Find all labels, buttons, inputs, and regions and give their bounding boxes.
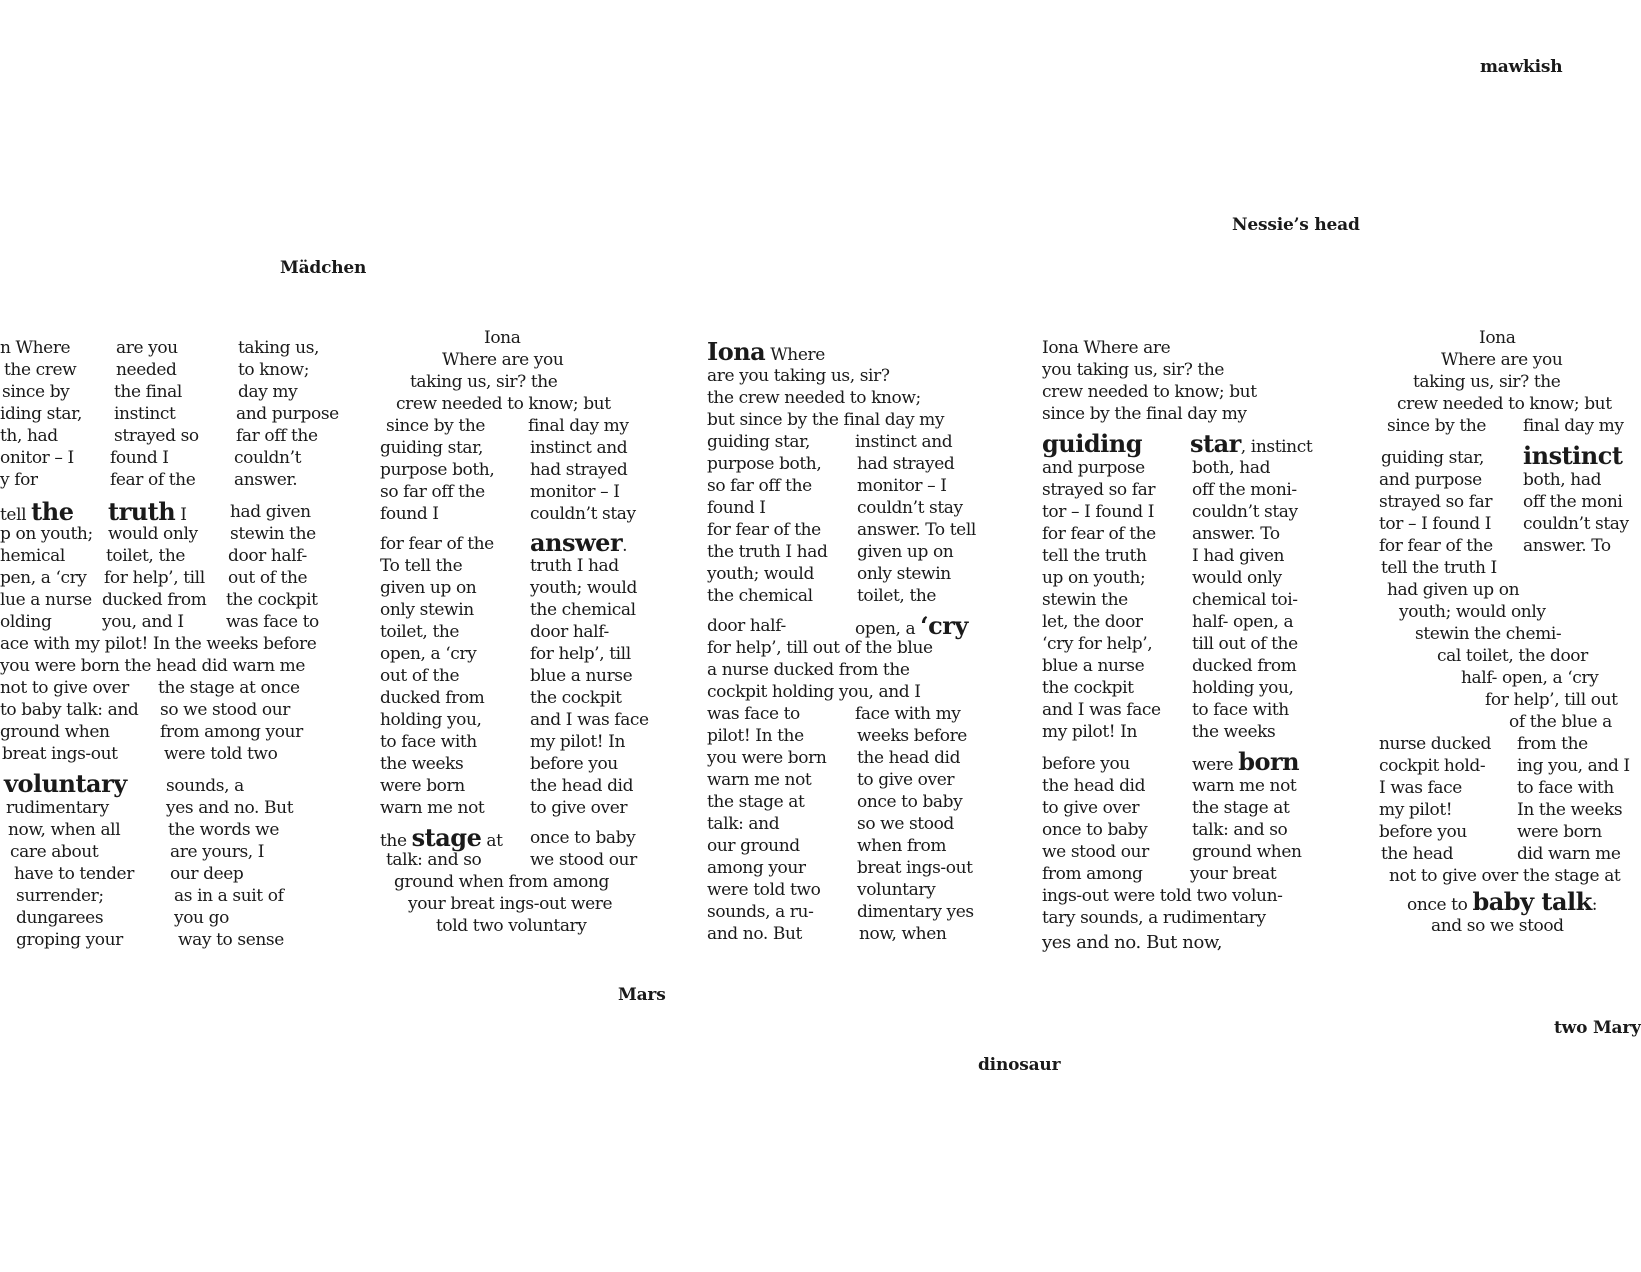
poem-line: our deep [170,864,244,884]
poem-line: warn me not [380,798,485,818]
poem-line: the stage at [1192,798,1290,818]
poem-line: onitor – I [0,448,74,468]
poem-line: sounds, a [166,776,244,796]
poem-line: to baby talk: and [0,700,139,720]
poem-line: the stage at once [158,678,300,698]
poem-line: the head did [857,748,961,768]
poem-line: we stood our [1042,842,1149,862]
poem-line: from the [1517,734,1588,754]
poem-panel-2 [370,0,700,1272]
poem-line: once to baby [530,828,636,848]
poem-line: couldn’t stay [1192,502,1298,522]
poem-line: couldn’t stay [1523,514,1629,534]
poem-line: final day my [1523,416,1624,436]
poem-line: since by [2,382,70,402]
poem-line: n Where [0,338,71,358]
poem-line: since by the final day my [1042,404,1247,424]
poem-line: cockpit holding you, and I [707,682,921,702]
poem-line: once to baby [1042,820,1148,840]
poem-line: ducked from [102,590,207,610]
poem-line: door half- [228,546,307,566]
poem-line: ground when [0,722,110,742]
poem-line: the head did [1042,776,1146,796]
emphasis-answer: answer [530,528,623,557]
poem-line: to face with [1517,778,1614,798]
poem-line: To tell the [380,556,463,576]
poem-line: given up on [857,542,954,562]
emphasis-stage: stage [411,823,482,852]
poem-line: tor – I found I [1042,502,1155,522]
poem-line: your breat ings-out were [408,894,613,914]
poem-line: ground when from among [394,872,610,892]
poem-line: when from [857,836,947,856]
poem-line: before you [530,754,618,774]
poem-line: to know; [238,360,310,380]
poem-line: ‘cry for help’, [1042,634,1153,654]
poem-line: among your [707,858,806,878]
poem-line: had strayed [530,460,628,480]
poem-line: the stage at [380,823,503,852]
poem-line: answer. To tell [857,520,976,540]
poem-line: pen, a ‘cry [0,568,87,588]
poem-line: way to sense [178,930,284,950]
poem-line: your breat [1190,864,1277,884]
poem-panel-3 [705,0,1035,1272]
poem-line: not to give over the stage at [1389,866,1621,886]
poem-line: our ground [707,836,800,856]
poem-line: the crew [4,360,77,380]
poem-line: final day my [528,416,629,436]
emphasis-star: star [1190,429,1241,458]
emphasis-voluntary: voluntary [4,769,127,798]
poem-line: instinct and [530,438,628,458]
poem-line: so far off the [380,482,485,502]
poem-line: and purpose [1379,470,1482,490]
poem-line: tell the truth [1042,546,1147,566]
poem-line: had given [230,502,311,522]
poem-line: day my [238,382,298,402]
poem-line: so we stood our [160,700,291,720]
poem-line: strayed so [114,426,199,446]
poem-line: to give over [530,798,628,818]
poem-line: answer. [530,528,628,557]
poem-line: had strayed [857,454,955,474]
poem-line: truth I had [530,556,619,576]
poem-line: for fear of the [1042,524,1156,544]
poem-line: so we stood [857,814,954,834]
poem-line: nurse ducked [1379,734,1492,754]
emphasis-iona: Iona [707,337,766,366]
poem-line: found I [110,448,169,468]
poem-line: tor – I found I [1379,514,1492,534]
label-mawkish: mawkish [1480,57,1563,77]
emphasis-guiding: guiding [1042,429,1142,458]
poem-line: and no. But [707,924,802,944]
poem-line: out of the [380,666,460,686]
poem-line: the truth I had [707,542,828,562]
poem-line: the cockpit [1042,678,1134,698]
emphasis-cry: ‘cry [920,611,968,640]
poem-line: talk: and so [386,850,482,870]
poem-line: of the blue a [1509,712,1612,732]
poem-panel-4 [1040,0,1370,1272]
poem-line: you taking us, sir? the [1042,360,1225,380]
poem-line: stewin the [1042,590,1128,610]
poem-line: talk: and so [1192,820,1288,840]
poem-line: since by the [1387,416,1487,436]
poem-line: a nurse ducked from the [707,660,910,680]
poem-line: before you [1042,754,1130,774]
poem-line: the head [1381,844,1454,864]
poem-line: to face with [1192,700,1289,720]
emphasis-instinct: instinct [1523,441,1623,470]
poem-line: since by the [386,416,486,436]
poem-line: Where are you [442,350,564,370]
poem-line: were born [1517,822,1602,842]
poem-line: the cockpit [226,590,318,610]
poem-line: star, instinct [1190,429,1313,458]
poem-line: monitor – I [857,476,947,496]
poem-line: ings-out were told two volun- [1042,886,1283,906]
poem-line: did warn me [1517,844,1621,864]
poem-line: my pilot! In [1042,722,1138,742]
poem-line: toilet, the [857,586,937,606]
poem-line: Iona Where [707,337,825,366]
poem-line: for help’, till out of the blue [707,638,933,658]
poem-line: to face with [380,732,477,752]
poem-line: ducked from [380,688,485,708]
poem-line: hemical [0,546,65,566]
poem-line: dimentary yes [857,902,974,922]
poem-line: you were born [707,748,827,768]
poem-line: for help’, till out [1485,690,1618,710]
poem-line: answer. [234,470,298,490]
poem-line: both, had [1192,458,1271,478]
poem-line: ground when [1192,842,1302,862]
poem-line: were born [380,776,465,796]
poem-line: and I was face [1042,700,1161,720]
poem-line: y for [0,470,38,490]
poem-line: and purpose [1042,458,1145,478]
poem-line: toilet, the [380,622,460,642]
poem-panel-5 [1375,0,1630,1272]
poem-line: p on youth; [0,524,93,544]
poem-line: for help’, till [104,568,205,588]
poem-line: couldn’t [234,448,302,468]
poem-line: needed [116,360,177,380]
poem-line: warn me not [707,770,812,790]
poem-line: now, when all [8,820,121,840]
poem-line: truth I [108,497,187,526]
poem-line: had given up on [1387,580,1520,600]
poem-line: Iona Where are [1042,338,1171,358]
poem-line: have to tender [14,864,134,884]
poem-line: purpose both, [707,454,822,474]
poem-line: I had given [1192,546,1285,566]
poem-line: taking us, sir? the [1413,372,1561,392]
poem-line: cal toilet, the door [1437,646,1588,666]
poem-panel-1 [0,0,350,1272]
poem-line: pilot! In the [707,726,804,746]
poem-line: open, a ‘cry [380,644,477,664]
poem-line: only stewin [857,564,951,584]
poem-line: answer. To [1192,524,1280,544]
poem-line: youth; would [530,578,637,598]
poem-line: youth; would [707,564,814,584]
poem-line: found I [380,504,439,524]
poem-line: was face to [226,612,319,632]
poem-line: I was face [1379,778,1462,798]
poem-line: lue a nurse [0,590,92,610]
poem-line: taking us, sir? the [410,372,558,392]
poem-line: purpose both, [380,460,495,480]
label-nessies-head: Nessie’s head [1232,215,1360,235]
label-two-mary: two Mary [1554,1018,1641,1038]
poem-line: you, and I [102,612,184,632]
poem-line: taking us, [238,338,320,358]
poem-line: the cockpit [530,688,622,708]
poem-line: once to baby talk: [1407,887,1598,916]
poem-line: you go [174,908,229,928]
poem-line: both, had [1523,470,1602,490]
poem-line: the crew needed to know; [707,388,921,408]
poem-line: door half- [707,616,786,636]
poem-line: are yours, I [170,842,265,862]
emphasis-baby-talk: baby talk [1472,887,1592,916]
poem-line: guiding star, [1381,448,1484,468]
poem-line: but since by the final day my [707,410,945,430]
poem-line: th, had [0,426,58,446]
poem-line: holding you, [380,710,482,730]
poem-line: found I [707,498,766,518]
poem-line: yes and no. But now, [1042,932,1223,953]
poem-line: rudimentary [6,798,109,818]
poem-line: guiding star, [707,432,810,452]
poem-line: out of the [228,568,308,588]
poem-line: strayed so far [1379,492,1493,512]
poem-line: In the weeks [1517,800,1623,820]
emphasis-born: born [1238,747,1300,776]
poem-line: monitor – I [530,482,620,502]
poem-line: couldn’t stay [857,498,963,518]
poem-line: toilet, the [106,546,186,566]
poem-line: so far off the [707,476,812,496]
poem-line: yes and no. But [166,798,294,818]
poem-line: my pilot! In [530,732,626,752]
emphasis-truth: truth [108,497,176,526]
poem-line: once to baby [857,792,963,812]
poem-line: voluntary [857,880,936,900]
poem-line: dungarees [16,908,104,928]
poem-line: let, the door [1042,612,1143,632]
poem-line: care about [10,842,99,862]
poem-line: olding [0,612,52,632]
poem-line: weeks before [857,726,967,746]
poem-line: are you taking us, sir? [707,366,890,386]
poem-line: instinct and [855,432,953,452]
poem-line: stewin the chemi- [1415,624,1562,644]
poem-line: told two voluntary [436,916,587,936]
poem-line: are you [116,338,178,358]
poem-line: Where are you [1441,350,1563,370]
poem-line: blue a nurse [530,666,633,686]
poem-line: for fear of the [707,520,821,540]
poem-line: ing you, and I [1517,756,1630,776]
label-madchen: Mädchen [280,258,367,278]
poem-line: tell the truth I [1381,558,1497,578]
poem-line: as in a suit of [174,886,284,906]
poem-line: warn me not [1192,776,1297,796]
poem-line: stewin the [230,524,316,544]
poem-line: we stood our [530,850,637,870]
poem-line: was face to [707,704,800,724]
poem-line: half- open, a [1192,612,1294,632]
poem-line: door half- [530,622,609,642]
poem-line: talk: and [707,814,780,834]
poem-line: far off the [236,426,318,446]
poem-line: to give over [1042,798,1140,818]
poem-line: blue a nurse [1042,656,1145,676]
poem-line: given up on [380,578,477,598]
poem-line: were born [1192,747,1300,776]
poem-line: cockpit hold- [1379,756,1486,776]
poem-line: groping your [16,930,123,950]
poem-line: ducked from [1192,656,1297,676]
label-mars: Mars [618,985,666,1005]
poem-line: breat ings-out [857,858,973,878]
poem-line: iding star, [0,404,82,424]
poem-line: not to give over [0,678,129,698]
poem-line: you were born the head did warn me [0,656,306,676]
poem-line: my pilot! [1379,800,1453,820]
poem-line: would only [108,524,198,544]
poem-line: for fear of the [380,534,494,554]
poem-line: from among [1042,864,1143,884]
poem-line: for help’, till [530,644,631,664]
poem-line: tary sounds, a rudimentary [1042,908,1266,928]
poem-line: face with my [855,704,961,724]
poem-line: before you [1379,822,1467,842]
poem-line: the words we [168,820,279,840]
poem-line: crew needed to know; but [1397,394,1612,414]
poem-line: tell the [0,497,74,526]
poem-line: would only [1192,568,1282,588]
poem-line: now, when [859,924,947,944]
poem-line: up on youth; [1042,568,1146,588]
poem-line: from among your [160,722,303,742]
poem-line: crew needed to know; but [396,394,611,414]
poem-line: Iona [484,328,521,348]
poem-line: Iona [1479,328,1516,348]
poem-line: the chemical [707,586,813,606]
poem-line: instinct [114,404,176,424]
poem-line: half- open, a ‘cry [1461,668,1599,688]
poem-line: holding you, [1192,678,1294,698]
poem-line: the weeks [1192,722,1276,742]
poem-line: open, a ‘cry [855,611,968,640]
poem-line: sounds, a ru- [707,902,814,922]
poem-line: and I was face [530,710,649,730]
poem-line: guiding star, [380,438,483,458]
poem-line: strayed so far [1042,480,1156,500]
poem-line: the head did [530,776,634,796]
poem-line: the stage at [707,792,805,812]
poem-line: were told two [707,880,821,900]
poem-line: and so we stood [1431,916,1564,936]
poem-line: only stewin [380,600,474,620]
poem-line: fear of the [110,470,196,490]
label-dinosaur: dinosaur [978,1055,1061,1075]
poem-line: couldn’t stay [530,504,636,524]
poem-line: the weeks [380,754,464,774]
poem-line: crew needed to know; but [1042,382,1257,402]
poem-line: off the moni [1523,492,1623,512]
poem-line: till out of the [1192,634,1298,654]
poem-line: answer. To [1523,536,1611,556]
poem-line: were told two [164,744,278,764]
poem-line: ace with my pilot! In the weeks before [0,634,317,654]
poem-line: to give over [857,770,955,790]
poem-line: and purpose [236,404,339,424]
poem-line: youth; would only [1399,602,1546,622]
poem-line: chemical toi- [1192,590,1298,610]
poem-line: the final [114,382,182,402]
poem-line: breat ings-out [2,744,118,764]
poem-line: off the moni- [1192,480,1297,500]
poem-line: for fear of the [1379,536,1493,556]
emphasis-the: the [31,497,74,526]
poem-line: the chemical [530,600,636,620]
poem-line: surrender; [16,886,104,906]
